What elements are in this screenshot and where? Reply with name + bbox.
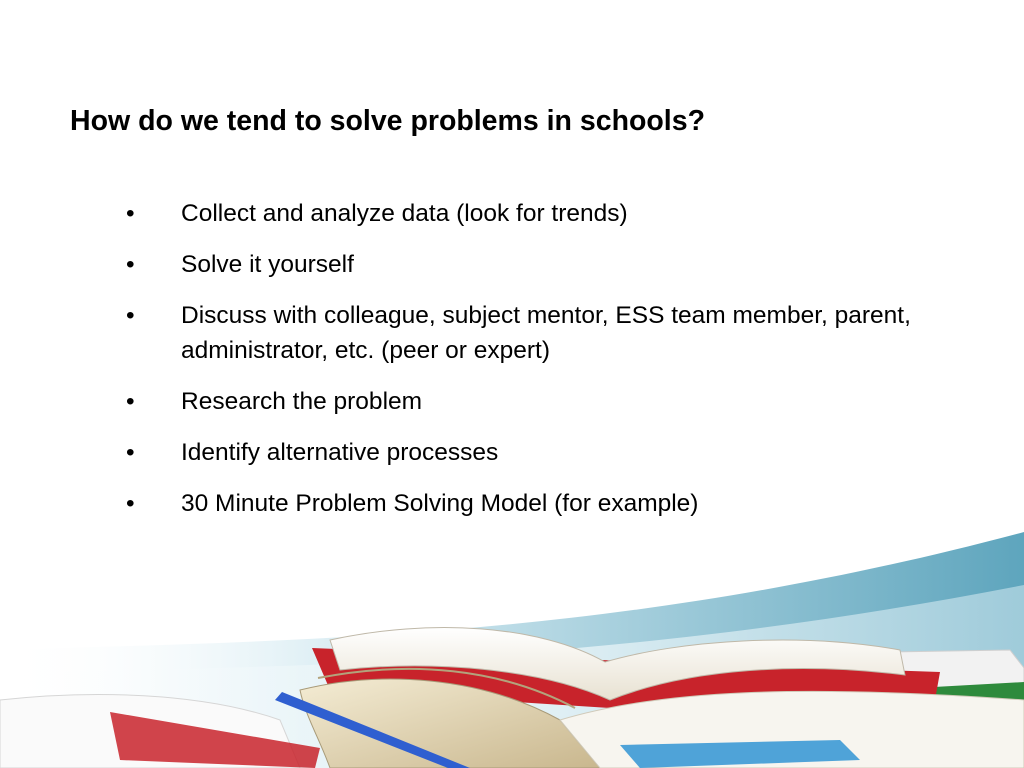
bullet-icon: • <box>126 251 135 278</box>
list-item <box>126 435 946 470</box>
bullet-text: Research the problem <box>181 388 423 415</box>
bullet-text: 30 Minute Problem Solving Model (for example) <box>181 490 699 517</box>
list-item <box>126 384 946 419</box>
book-shape <box>700 650 1024 700</box>
wave-shape <box>0 585 1024 768</box>
book-shape <box>560 691 1024 768</box>
list-item <box>126 486 946 521</box>
book-shape <box>330 628 905 700</box>
bullet-text: Identify alternative processes <box>181 439 499 466</box>
book-shape <box>275 692 470 768</box>
bullet-icon: • <box>126 439 135 466</box>
wave-shape <box>0 532 1024 768</box>
bullet-list <box>126 196 946 537</box>
bullet-text: Solve it yourself <box>181 251 354 278</box>
bullet-text: Discuss with colleague, subject mentor, ESS team member, parent, administrator, etc. (peer or expert) <box>181 302 911 364</box>
book-shape <box>312 648 940 708</box>
list-item <box>126 247 946 282</box>
bullet-icon: • <box>126 200 135 227</box>
book-shape <box>0 695 300 768</box>
slide-title: How do we tend to solve problems in schools? <box>70 105 705 137</box>
bullet-icon: • <box>126 490 135 517</box>
book-shape <box>300 679 600 768</box>
bullet-icon: • <box>126 388 135 415</box>
list-item <box>126 298 946 368</box>
bullet-icon: • <box>126 302 135 329</box>
book-shape <box>620 740 860 768</box>
book-shape <box>318 669 575 708</box>
bullet-text: Collect and analyze data (look for trends) <box>181 200 628 227</box>
book-shape <box>880 682 1024 718</box>
book-shape <box>110 712 320 768</box>
list-item <box>126 196 946 231</box>
